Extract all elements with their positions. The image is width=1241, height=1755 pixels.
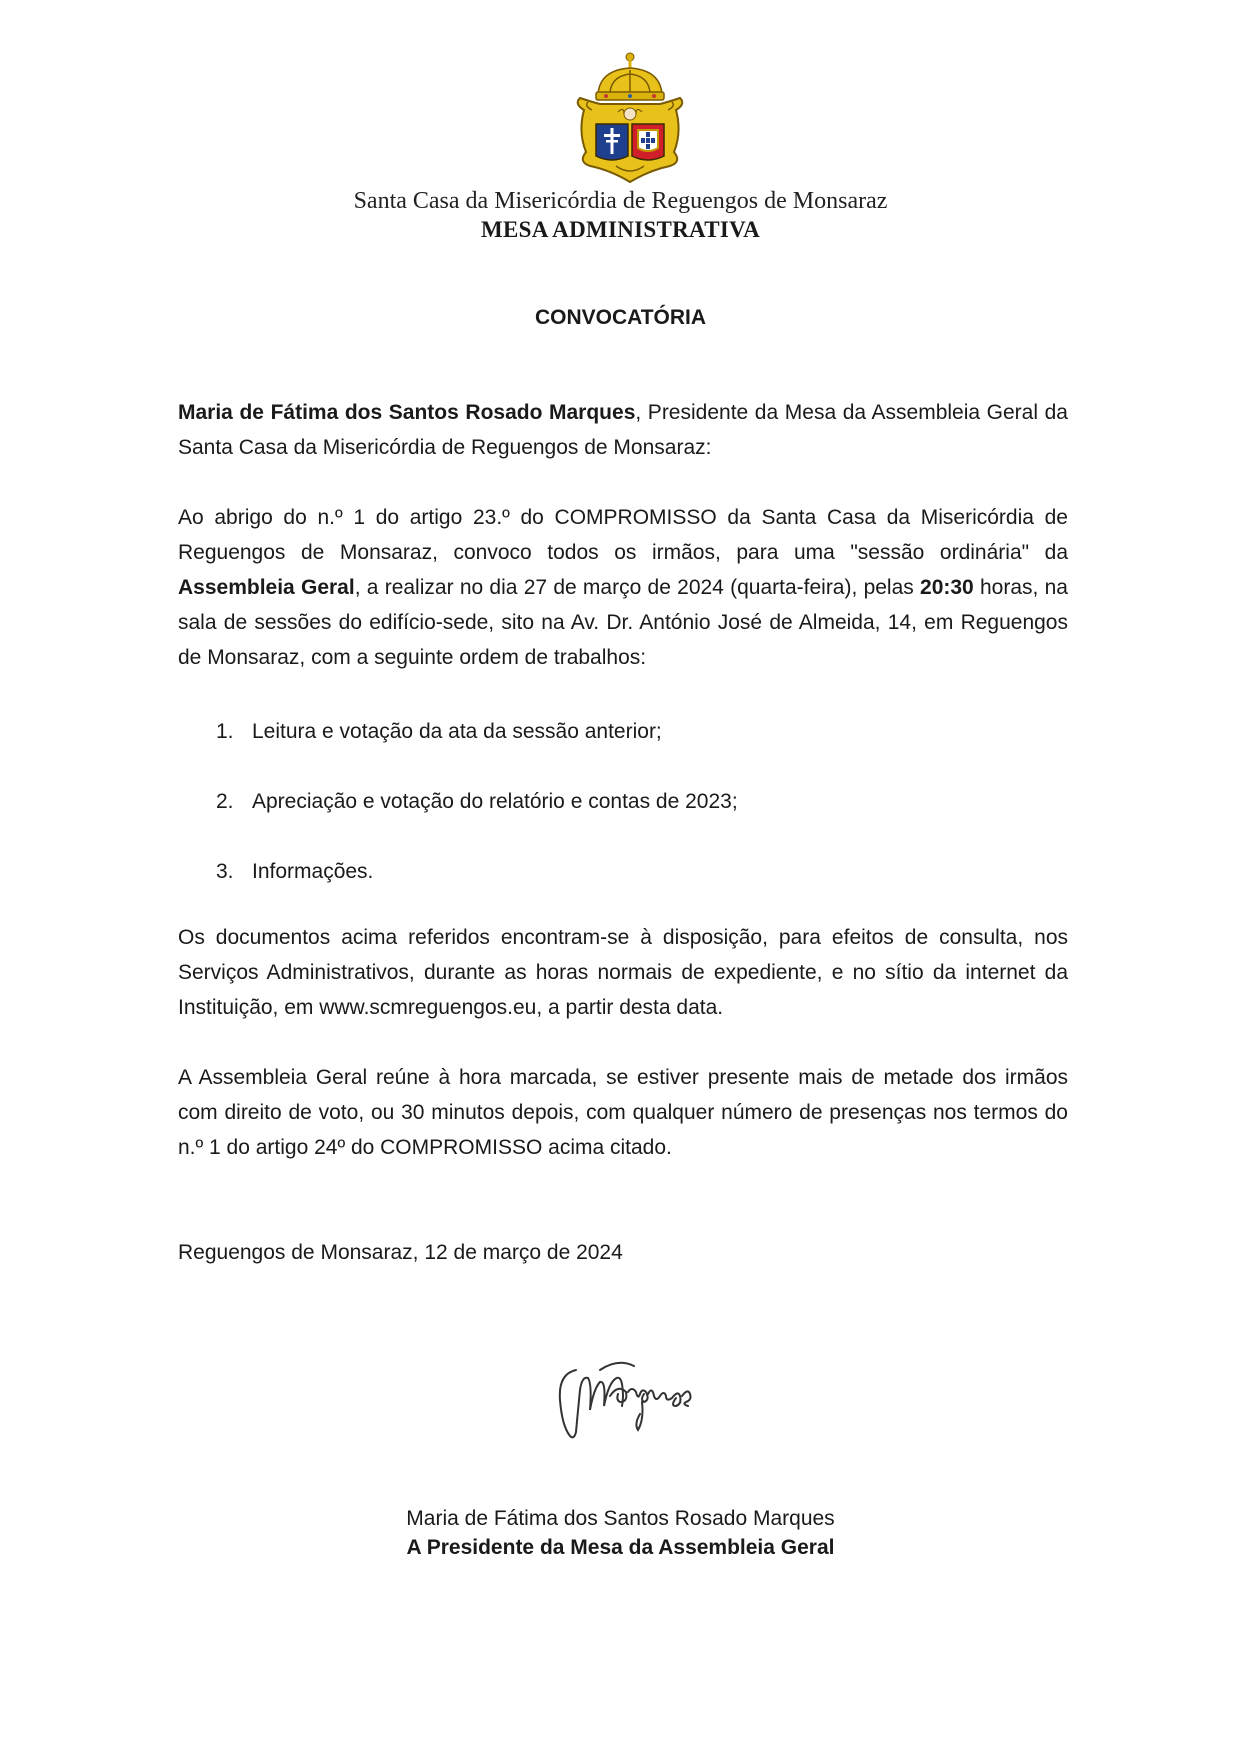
president-name: Maria de Fátima dos Santos Rosado Marques <box>178 401 636 424</box>
convocation-text-b: , a realizar no dia 27 de março de 2024 (quarta-feira), pelas <box>354 576 921 599</box>
agenda-item <box>216 714 662 749</box>
organization-name: Santa Casa da Misericórdia de Reguengos de Monsaraz <box>353 188 888 214</box>
document-title: CONVOCATÓRIA <box>534 306 707 329</box>
quorum-paragraph: A Assembleia Geral reúne à hora marcada, se estiver presente mais de metade dos irmãos com direito de voto, ou 30 minutos depois, com qualquer número de presenças nos termos do n.º 1 do artigo 24º do COMPROMISSO acima citado. <box>178 1066 1068 1159</box>
meeting-time: 20:30 <box>920 576 974 599</box>
signatory-name: Maria de Fátima dos Santos Rosado Marques <box>406 1507 835 1530</box>
agenda-item <box>216 784 738 819</box>
agenda-number: 1. <box>216 720 234 743</box>
intro-text: , Presidente da Mesa da Assembleia Geral da Santa Casa da Misericórdia de Reguengos de Monsaraz: <box>178 401 1068 459</box>
agenda-text: Leitura e votação da ata da sessão anterior; <box>252 720 662 743</box>
agenda-text: Informações. <box>252 860 374 883</box>
convocation-paragraph <box>178 500 1068 675</box>
convocation-text-c: horas, na sala de sessões do edifício-sede, sito na Av. Dr. António José de Almeida, 14, em Reguengos de Monsaraz, com a seguinte ordem de trabalhos: <box>178 576 1068 669</box>
convocation-text-a: Ao abrigo do n.º 1 do artigo 23.º do COMPROMISSO da Santa Casa da Misericórdia de Reguengos de Monsaraz, convoco todos os irmãos, para uma "sessão ordinária" da <box>178 506 1068 564</box>
agenda-item <box>216 854 373 889</box>
signatory-role: A Presidente da Mesa da Assembleia Geral <box>406 1536 835 1559</box>
intro-paragraph <box>178 395 1068 465</box>
assembly-bold: Assembleia Geral <box>178 576 355 599</box>
handwritten-signature-icon <box>548 1340 708 1450</box>
agenda-number: 2. <box>216 790 234 813</box>
misericordia-coat-of-arms-icon <box>570 52 690 186</box>
department-name: MESA ADMINISTRATIVA <box>481 217 760 242</box>
place-date: Reguengos de Monsaraz, 12 de março de 2024 <box>178 1241 623 1264</box>
agenda-number: 3. <box>216 860 234 883</box>
documents-paragraph: Os documentos acima referidos encontram-se à disposição, para efeitos de consulta, nos Serviços Administrativos, durante as horas normais de expediente, e no sítio da internet da Instituição, em www.scmreguengos.eu, a partir desta data. <box>178 926 1068 1019</box>
agenda-text: Apreciação e votação do relatório e contas de 2023; <box>252 790 738 813</box>
